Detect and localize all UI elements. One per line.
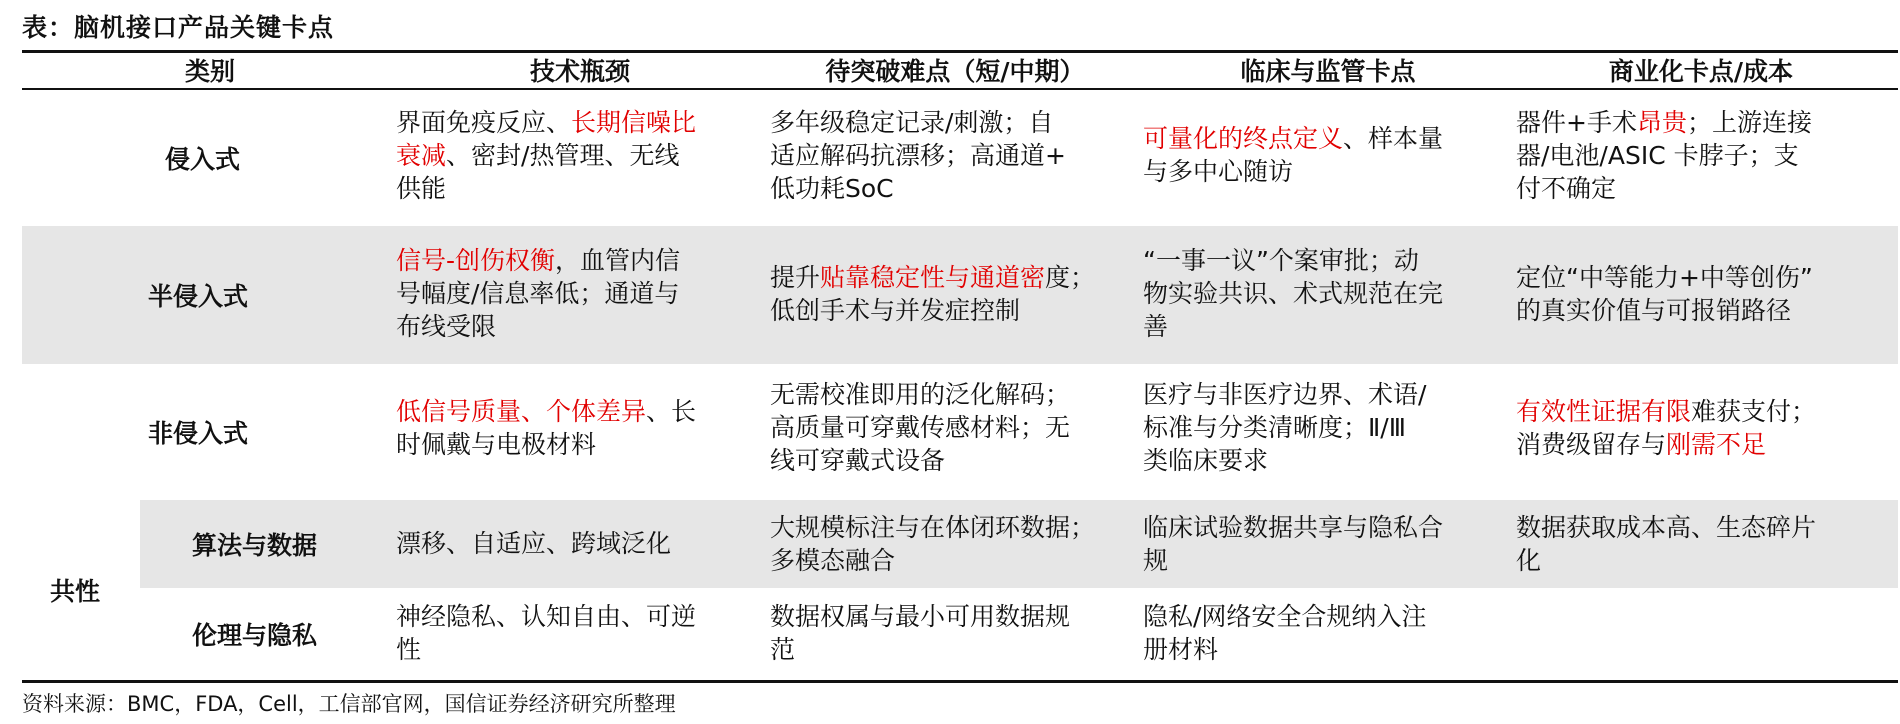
invasive-clinical-cell: 可量化的终点定义、样本量 与多中心随访: [1143, 124, 1444, 186]
header-commercial: 商业化卡点/成本: [1608, 57, 1794, 86]
noninvasive-difficulty-cell: 无需校准即用的泛化解码； 高质量可穿戴传感材料；无 线可穿戴式设备: [770, 380, 1071, 475]
algo-tech-cell: 漂移、自适应、跨域泛化: [396, 529, 672, 558]
bottom-rule: [22, 680, 1898, 683]
row-label-common: 共性: [50, 577, 101, 606]
ethics-clinical-cell: 隐私/网络安全合规纳入注 册材料: [1143, 602, 1427, 664]
invasive-tech-cell: 界面免疫反应、长期信噪比 衰减、密封/热管理、无线 供能: [396, 108, 697, 203]
invasive-difficulty-cell: 多年级稳定记录/刺激；自 适应解码抗漂移；高通道+ 低功耗SoC: [770, 108, 1066, 203]
row-label-ethics-privacy: 伦理与隐私: [192, 621, 318, 650]
row-label-algorithm-data: 算法与数据: [192, 531, 318, 560]
semi-difficulty-cell: 提升贴靠稳定性与通道密度； 低创手术与并发症控制: [770, 263, 1096, 325]
algo-clinical-cell: 临床试验数据共享与隐私合 规: [1143, 513, 1444, 575]
semi-clinical-cell: “一事一议”个案审批；动 物实验共识、术式规范在完 善: [1143, 246, 1444, 341]
noninvasive-tech-cell: 低信号质量、个体差异、长 时佩戴与电极材料: [396, 397, 697, 459]
ethics-difficulty-cell: 数据权属与最小可用数据规 范: [770, 602, 1071, 664]
algo-difficulty-cell: 大规模标注与在体闭环数据； 多模态融合: [770, 513, 1096, 575]
table-title: 表：脑机接口产品关键卡点: [22, 13, 335, 42]
row-label-non-invasive: 非侵入式: [148, 419, 249, 448]
semi-commercial-cell: 定位“中等能力+中等创伤” 的真实价值与可报销路径: [1516, 263, 1813, 325]
source-note: 资料来源：BMC，FDA，Cell，工信部官网，国信证券经济研究所整理: [22, 692, 676, 716]
ethics-tech-cell: 神经隐私、认知自由、可逆 性: [396, 602, 697, 664]
row-label-invasive: 侵入式: [165, 145, 241, 174]
header-difficulty: 待突破难点（短/中期）: [825, 57, 1085, 86]
row-label-semi-invasive: 半侵入式: [148, 282, 249, 311]
invasive-commercial-cell: 器件+手术昂贵；上游连接 器/电池/ASIC 卡脖子；支 付不确定: [1516, 108, 1812, 203]
semi-tech-cell: 信号-创伤权衡，血管内信 号幅度/信息率低；通道与 布线受限: [396, 246, 681, 341]
noninvasive-clinical-cell: 医疗与非医疗边界、术语/ 标准与分类清晰度；Ⅱ/Ⅲ 类临床要求: [1143, 380, 1427, 475]
header-clinical: 临床与监管卡点: [1240, 57, 1416, 86]
algo-commercial-cell: 数据获取成本高、生态碎片 化: [1516, 513, 1817, 575]
header-rule: [22, 88, 1898, 90]
noninvasive-commercial-cell: 有效性证据有限难获支付； 消费级留存与刚需不足: [1516, 397, 1817, 459]
header-tech: 技术瓶颈: [529, 57, 630, 86]
header-category: 类别: [184, 57, 235, 86]
